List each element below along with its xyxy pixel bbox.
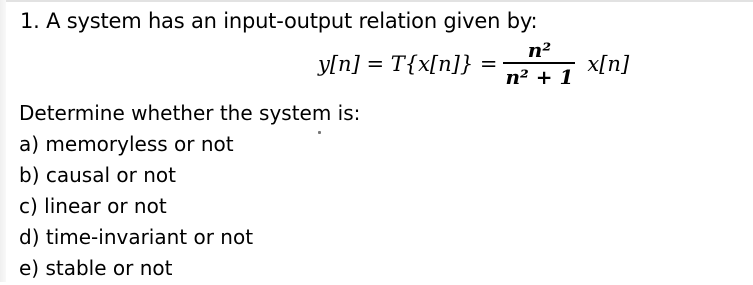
fraction-denominator: n² + 1 bbox=[505, 64, 574, 89]
equation-fraction bbox=[501, 38, 577, 90]
option-list bbox=[19, 130, 253, 285]
equation-lhs: y[n] = T{x[n]} = bbox=[318, 52, 498, 76]
option-item-memoryless: a) memoryless or not bbox=[19, 132, 234, 156]
equation-rhs: x[n] bbox=[587, 52, 630, 76]
option-item-linear: c) linear or not bbox=[19, 194, 167, 218]
option-item-time-invariant: d) time-invariant or not bbox=[19, 225, 254, 249]
option-item-stable: e) stable or not bbox=[19, 256, 173, 280]
top-border bbox=[0, 0, 753, 2]
scan-speck bbox=[318, 131, 321, 134]
option-item-causal: b) causal or not bbox=[19, 163, 176, 187]
system-equation bbox=[318, 34, 629, 94]
left-border bbox=[0, 0, 6, 282]
question-title: 1. A system has an input-output relation given by: bbox=[20, 9, 538, 33]
fraction-numerator: n² bbox=[527, 38, 552, 63]
question-prompt: Determine whether the system is: bbox=[19, 101, 361, 125]
